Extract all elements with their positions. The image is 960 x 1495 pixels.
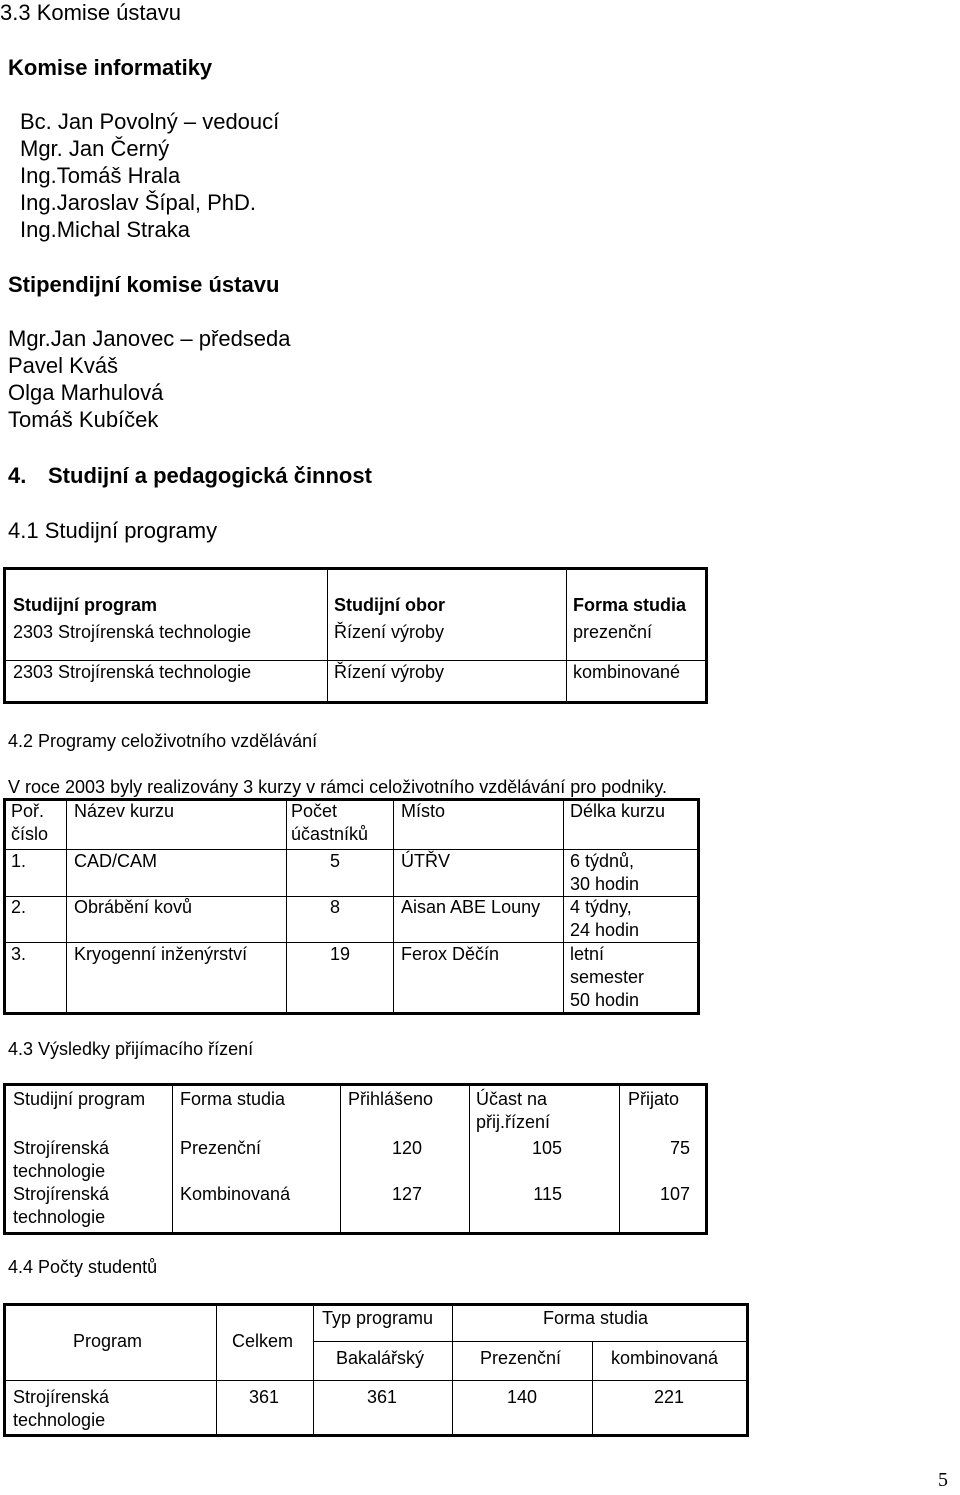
table-cell: Kombinovaná (180, 1184, 291, 1204)
section-4-2-intro: V roce 2003 byly realizovány 3 kurzy v rámci celoživotního vzdělávání pro podniky. (8, 777, 667, 797)
table-col-divider (452, 1306, 453, 1434)
table-cell: semester (570, 967, 645, 987)
table-row-divider (6, 849, 697, 850)
table-col-divider (566, 570, 567, 701)
table-cell: 2. (11, 897, 27, 917)
table-cell: Řízení výroby (334, 662, 445, 682)
table-col-divider (592, 1342, 593, 1434)
header-prihlaseno: Přihlášeno (348, 1089, 434, 1109)
section-4-1-title: 4.1 Studijní programy (8, 518, 218, 543)
header-ucastniku: účastníků (291, 824, 369, 844)
header-cislo: číslo (11, 824, 49, 844)
table-row-divider (6, 660, 705, 661)
section-3-3-title: 3.3 Komise ústavu (0, 0, 181, 25)
table-col-divider (286, 801, 287, 1012)
table-row-divider (6, 1380, 746, 1381)
table-cell: 50 hodin (570, 990, 640, 1010)
table-cell: 2303 Strojírenská technologie (13, 662, 252, 682)
table-cell: 120 (391, 1138, 422, 1158)
member-4: Ing.Jaroslav Šípal, PhD. (20, 190, 257, 215)
table-cell: 6 týdnů, (570, 851, 635, 871)
table-cell: 24 hodin (570, 920, 640, 940)
table-cell: Strojírenská (13, 1387, 110, 1407)
header-program: Program (73, 1331, 143, 1351)
section-4-title: Studijní a pedagogická činnost (48, 463, 372, 488)
table-cell: Řízení výroby (334, 622, 445, 642)
stip-member-1: Mgr.Jan Janovec – předseda (8, 326, 291, 351)
table-cell: Aisan ABE Louny (401, 897, 541, 917)
header-delka-kurzu: Délka kurzu (570, 801, 666, 821)
table-col-divider (619, 1086, 620, 1232)
page-number: 5 (938, 1469, 948, 1491)
header-pocet: Počet (291, 801, 338, 821)
stip-member-4: Tomáš Kubíček (8, 407, 159, 432)
table-col-divider (313, 1306, 314, 1434)
table-cell: 2303 Strojírenská technologie (13, 622, 252, 642)
member-1: Bc. Jan Povolný – vedoucí (20, 109, 280, 134)
header-por: Poř. (11, 801, 45, 821)
table-col-divider (340, 1086, 341, 1232)
table-cell: technologie (13, 1161, 106, 1181)
table-cell: technologie (13, 1207, 106, 1227)
table-cell: 115 (533, 1184, 562, 1204)
header-prijato: Přijato (628, 1089, 680, 1109)
header-forma-studia: Forma studia (180, 1089, 286, 1109)
table-row-divider (313, 1341, 746, 1342)
header-forma-studia: Forma studia (543, 1308, 649, 1328)
member-2: Mgr. Jan Černý (20, 136, 170, 161)
komise-informatiky-title: Komise informatiky (8, 55, 213, 80)
table-cell: Kryogenní inženýrství (74, 944, 248, 964)
table-cell: Strojírenská (13, 1138, 110, 1158)
table-cell: technologie (13, 1410, 106, 1430)
header-studijni-program: Studijní program (13, 595, 157, 615)
table-cell: 30 hodin (570, 874, 640, 894)
table-cell: 3. (11, 944, 27, 964)
table-cell: 1. (11, 851, 27, 871)
header-prezencni: Prezenční (480, 1348, 562, 1368)
table-col-divider (66, 801, 67, 1012)
header-nazev-kurzu: Název kurzu (74, 801, 175, 821)
member-3: Ing.Tomáš Hrala (20, 163, 181, 188)
header-bakalarsky: Bakalářský (336, 1348, 425, 1368)
table-col-divider (216, 1306, 217, 1434)
table-cell: 19 (330, 944, 351, 964)
table-cell: Prezenční (180, 1138, 262, 1158)
table-col-divider (393, 801, 394, 1012)
table-cell: 127 (391, 1184, 422, 1204)
header-prij-rizeni: přij.řízení (476, 1112, 551, 1132)
table-cell: 221 (654, 1387, 685, 1407)
section-4-3-title: 4.3 Výsledky přijímacího řízení (8, 1039, 254, 1059)
table-row-divider (6, 942, 697, 943)
table-cell: 107 (659, 1184, 690, 1204)
header-forma-studia: Forma studia (573, 595, 687, 615)
member-5: Ing.Michal Straka (20, 217, 190, 242)
table-col-divider (172, 1086, 173, 1232)
table-cell: ÚTŘV (401, 851, 450, 871)
header-studijni-obor: Studijní obor (334, 595, 445, 615)
table-cell: 361 (249, 1387, 280, 1407)
table-cell: CAD/CAM (74, 851, 158, 871)
stip-member-3: Olga Marhulová (8, 380, 164, 405)
table-col-divider (563, 801, 564, 1012)
table-cell: prezenční (573, 622, 653, 642)
table-cell: letní (570, 944, 605, 964)
table-cell: 140 (507, 1387, 538, 1407)
header-typ-programu: Typ programu (322, 1308, 434, 1328)
header-ucast-na: Účast na (476, 1089, 548, 1109)
table-cell: 105 (531, 1138, 562, 1158)
table-cell: Ferox Děčín (401, 944, 500, 964)
stip-member-2: Pavel Kváš (8, 353, 119, 378)
stipendijni-komise-title: Stipendijní komise ústavu (8, 272, 280, 297)
table-cell: 4 týdny, (570, 897, 632, 917)
table-cell: 8 (330, 897, 341, 917)
section-4-number: 4. (8, 463, 27, 488)
table-col-divider (327, 570, 328, 701)
table-col-divider (469, 1086, 470, 1232)
header-misto: Místo (401, 801, 446, 821)
table-cell: kombinované (573, 662, 681, 682)
section-4-2-title: 4.2 Programy celoživotního vzdělávání (8, 731, 318, 751)
header-celkem: Celkem (232, 1331, 294, 1351)
table-cell: 5 (330, 851, 341, 871)
section-4-4-title: 4.4 Počty studentů (8, 1257, 158, 1277)
table-cell: 361 (367, 1387, 398, 1407)
table-cell: Strojírenská (13, 1184, 110, 1204)
header-studijni-program: Studijní program (13, 1089, 146, 1109)
table-cell: 75 (669, 1138, 690, 1158)
header-kombinovana: kombinovaná (611, 1348, 719, 1368)
table-cell: Obrábění kovů (74, 897, 193, 917)
